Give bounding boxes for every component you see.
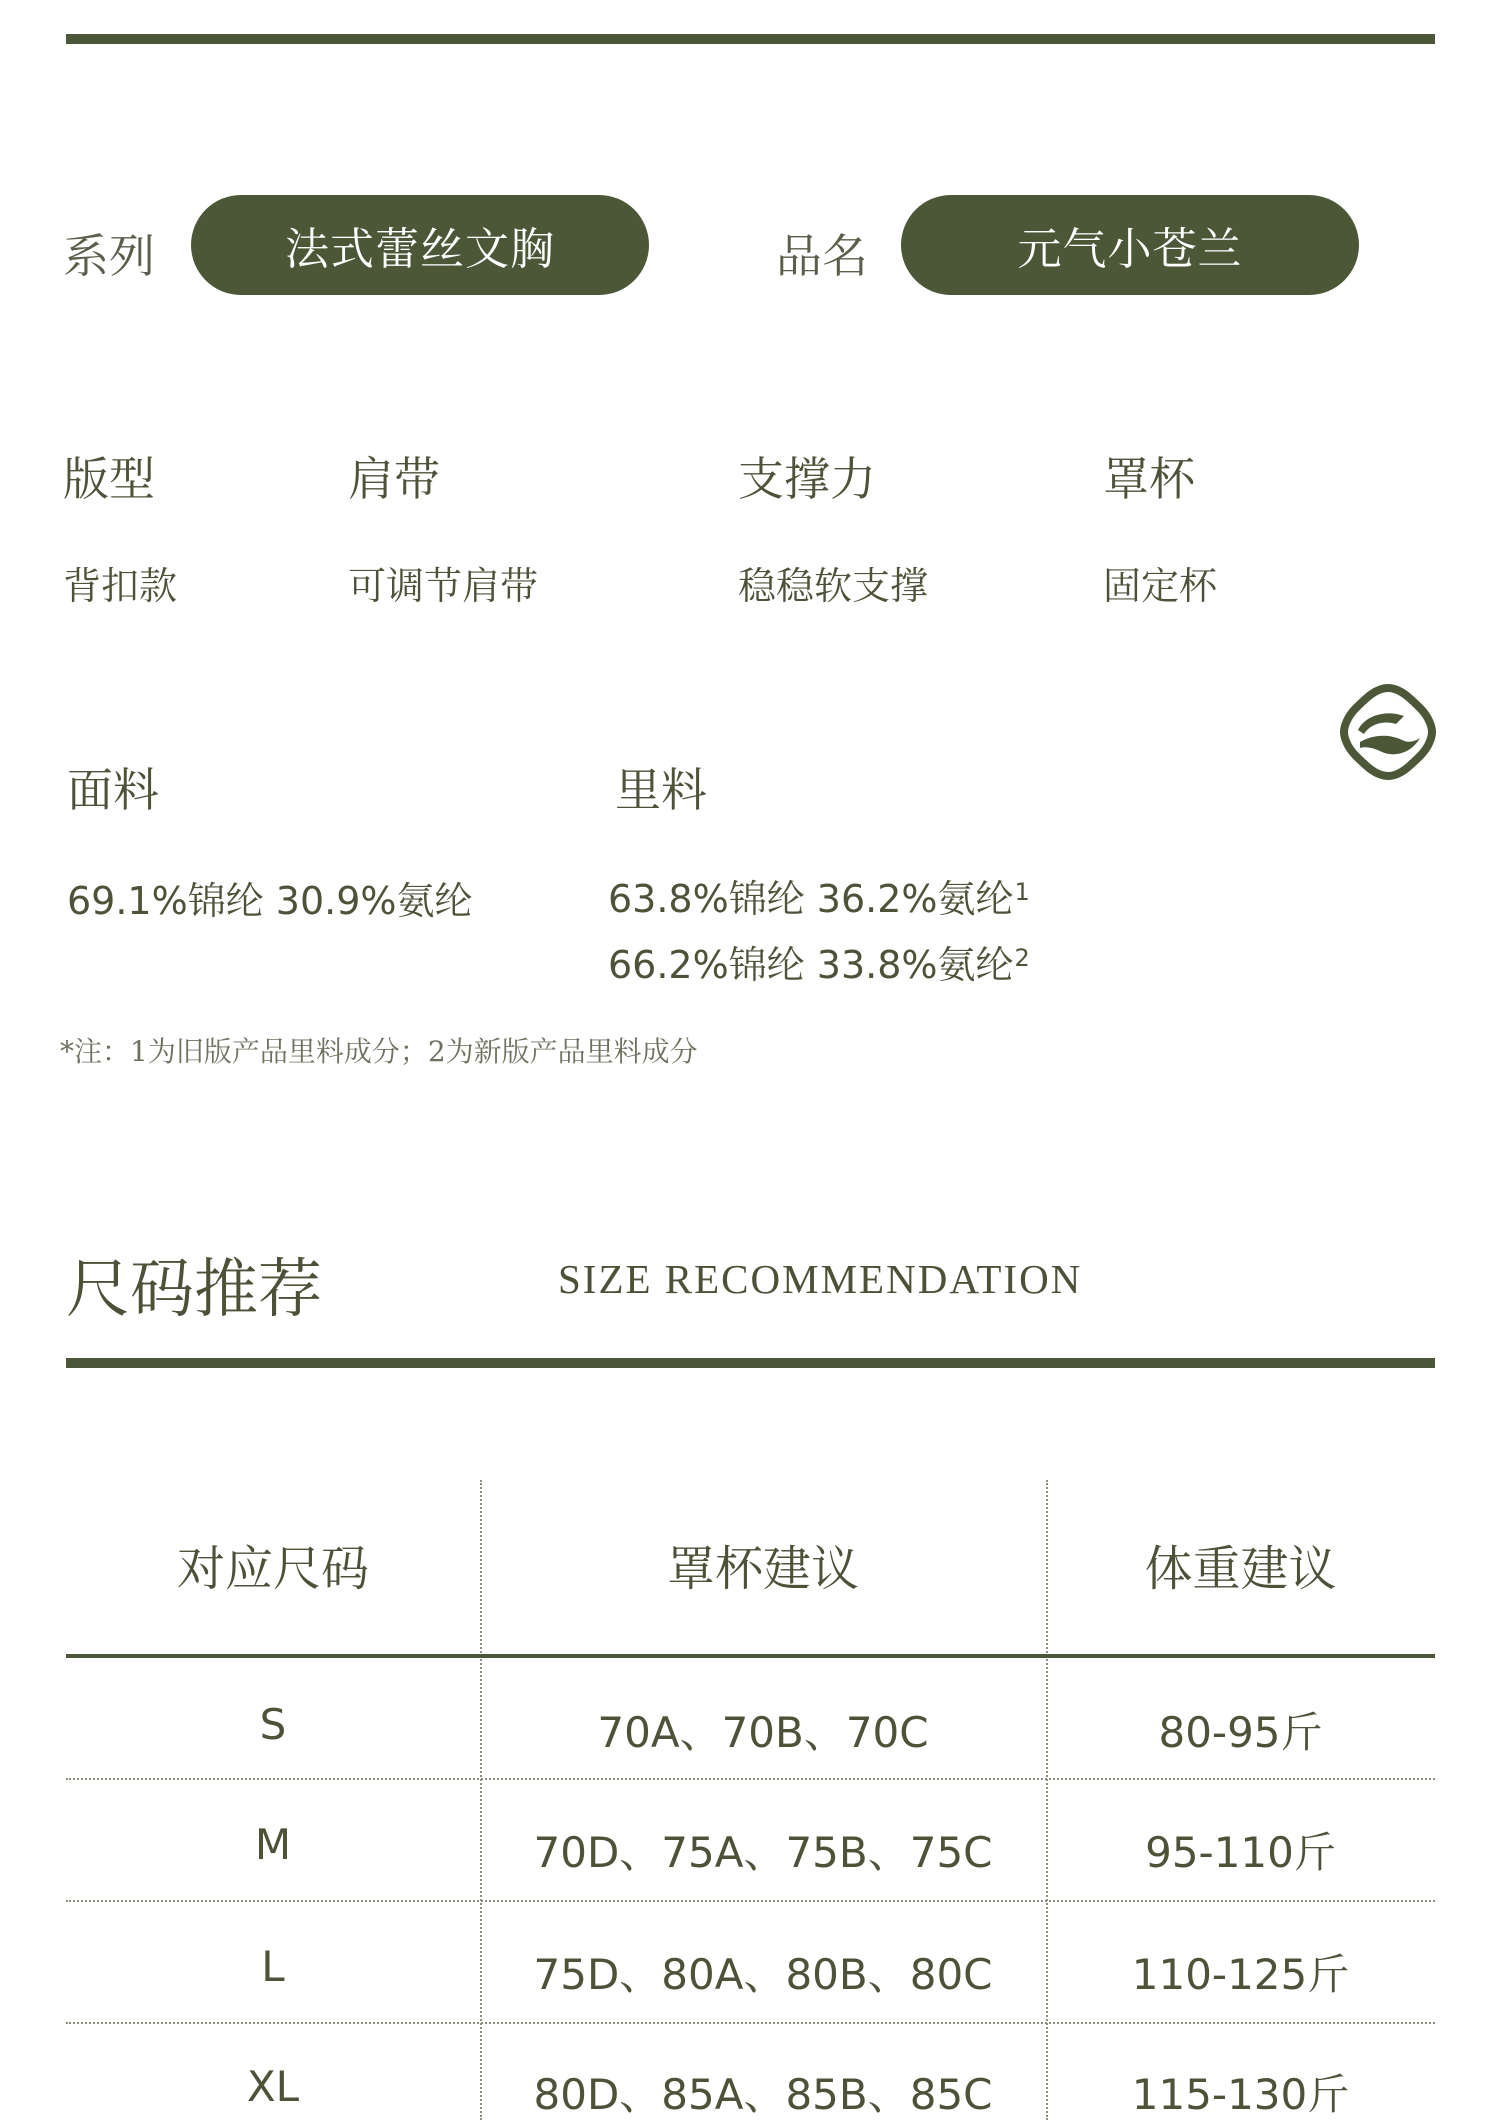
product-pill: 元气小苍兰 [901, 195, 1359, 295]
header-weight: 体重建议 [1144, 1541, 1337, 1597]
table-cell-size: S [259, 1700, 287, 1749]
table-cell-weight: 95-110斤 [1145, 1828, 1336, 1877]
table-cell-size: XL [246, 2062, 300, 2111]
fabric-lining-label: 里料 [615, 763, 707, 817]
fabric-lining-value-1 [608, 868, 1030, 923]
spec-value-fit: 背扣款 [63, 564, 178, 608]
spec-label-cup: 罩杯 [1103, 452, 1195, 506]
spec-label-strap: 肩带 [348, 452, 440, 506]
brand-logo-icon [1340, 684, 1436, 780]
spec-value-strap: 可调节肩带 [348, 564, 539, 608]
fabric-outer-label: 面料 [67, 763, 159, 817]
size-table [66, 1480, 1435, 2119]
row-divider [66, 2022, 1435, 2024]
table-cell-size: M [254, 1820, 292, 1869]
lining-1-mark: 1 [1014, 878, 1030, 906]
spec-label-support: 支撑力 [738, 452, 876, 506]
header-size: 对应尺码 [176, 1541, 369, 1597]
table-cell-cup: 75D、80A、80B、80C [533, 1950, 993, 1999]
lining-2-text: 66.2%锦纶 33.8%氨纶 [608, 943, 1014, 987]
spec-label-fit: 版型 [63, 452, 155, 506]
lining-2-mark: 2 [1014, 944, 1030, 972]
top-divider [66, 34, 1435, 44]
row-divider [66, 1778, 1435, 1780]
spec-value-support: 稳稳软支撑 [738, 564, 929, 608]
table-cell-cup: 70A、70B、70C [597, 1708, 929, 1757]
series-pill: 法式蕾丝文胸 [191, 195, 649, 295]
size-section-divider [66, 1358, 1435, 1368]
spec-value-cup: 固定杯 [1103, 564, 1218, 608]
header-cup: 罩杯建议 [666, 1541, 859, 1597]
table-cell-weight: 115-130斤 [1131, 2070, 1350, 2119]
fabric-lining-value-2 [608, 934, 1030, 989]
table-cell-weight: 110-125斤 [1131, 1950, 1350, 1999]
table-header-rule [66, 1654, 1435, 1658]
table-cell-cup: 70D、75A、75B、75C [533, 1828, 993, 1877]
size-section-title-en: SIZE RECOMMENDATION [558, 1256, 1083, 1302]
series-label: 系列 [63, 229, 155, 283]
size-section-title: 尺码推荐 [66, 1253, 322, 1327]
product-label: 品名 [776, 229, 868, 283]
table-cell-cup: 80D、85A、85B、85C [533, 2070, 993, 2119]
fabric-outer-value: 69.1%锦纶 30.9%氨纶 [67, 879, 473, 923]
lining-1-text: 63.8%锦纶 36.2%氨纶 [608, 877, 1014, 921]
fabric-note: *注：1为旧版产品里料成分；2为新版产品里料成分 [60, 1035, 698, 1068]
row-divider [66, 1900, 1435, 1902]
table-cell-weight: 80-95斤 [1158, 1708, 1323, 1757]
table-cell-size: L [261, 1942, 285, 1991]
